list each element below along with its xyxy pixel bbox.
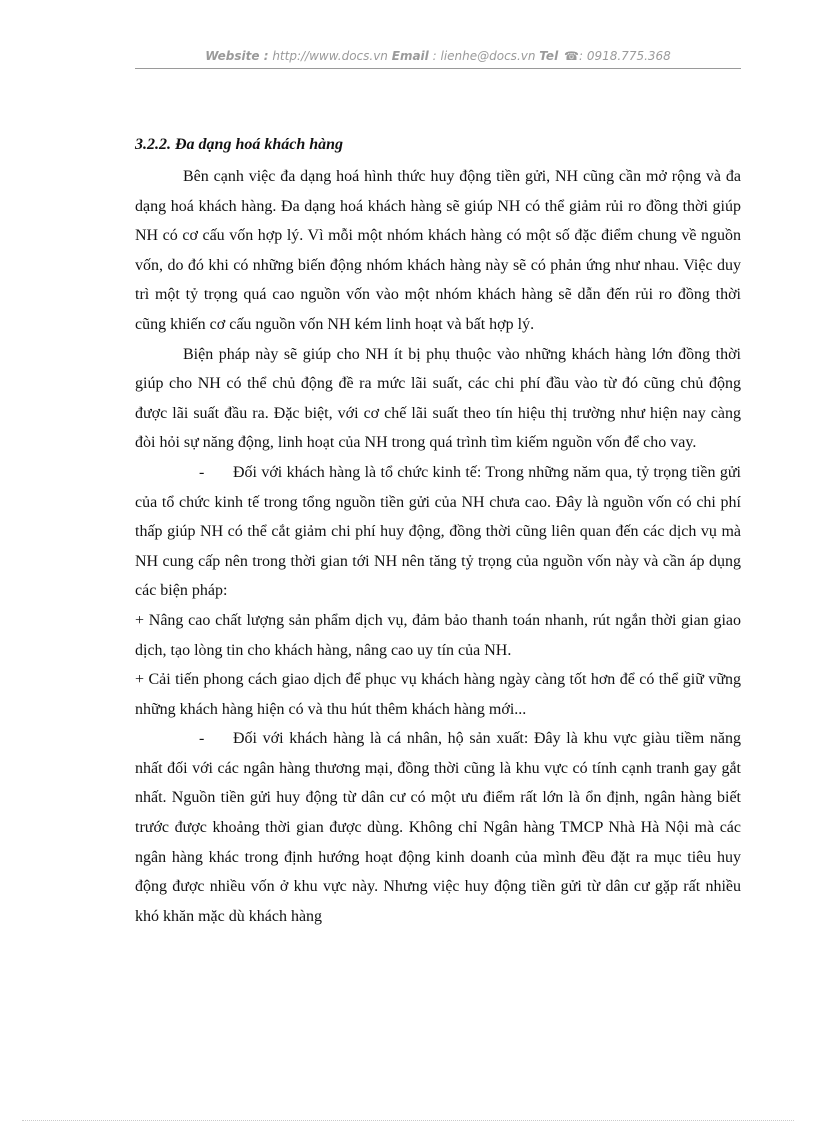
email-label: Email — [391, 49, 429, 63]
document-body — [135, 134, 741, 931]
section-title: 3.2.2. Đa dạng hoá khách hàng — [135, 136, 344, 153]
bullet-service-quality: + Nâng cao chất lượng sản phẩm dịch vụ, đảm bảo thanh toán nhanh, rút ngắn thời gian giao dịch, tạo lòng tin cho khách hàng, nâng cao uy tín của NH. — [135, 611, 741, 659]
list-dash: - — [199, 730, 205, 748]
paragraph-economic-organizations-text: Đối với khách hàng là tổ chức kinh tế: Trong những năm qua, tỷ trọng tiền gửi của tổ chức kinh tế trong tổng nguồn tiền gửi của NH chưa cao. Đây là nguồn vốn có chi phí thấp giúp NH có thể cắt giảm chi phí huy động, đồng thời cũng liên quan đến các dịch vụ mà NH cung cấp nên trong thời gian tới NH nên tăng tỷ trọng của nguồn vốn này và cần áp dụng các biện pháp: — [135, 463, 741, 600]
phone-icon: ☎ — [564, 49, 579, 63]
email-value: lienhe@docs.vn — [440, 49, 536, 63]
website-label: Website : — [205, 49, 269, 63]
page-footer-line — [22, 1120, 794, 1121]
paragraph-economic-organizations — [135, 458, 741, 606]
list-dash: - — [199, 463, 205, 481]
bullet-service-style: + Cải tiến phong cách giao dịch để phục vụ khách hàng ngày càng tốt hơn để có thể giữ vững những khách hàng hiện có và thu hút thêm khách hàng mới... — [135, 671, 741, 718]
paragraph-diversification-intro: Bên cạnh việc đa dạng hoá hình thức huy động tiền gửi, NH cũng cần mở rộng và đa dạng hoá khách hàng. Đa dạng hoá khách hàng sẽ giúp NH có thể giảm rủi ro đồng thời giúp NH có cơ cấu vốn hợp lý. Vì mỗi một nhóm khách hàng có một số đặc điểm chung về nguồn vốn, do đó khi có những biến động nhóm khách hàng này sẽ có phản ứng như nhau. Việc duy trì một tỷ trọng quá cao nguồn vốn vào một nhóm khách hàng sẽ dẫn đến rủi ro đồng thời cũng khiến cơ cấu nguồn vốn NH kém linh hoạt và bất hợp lý. — [135, 168, 741, 333]
phone-value: : 0918.775.368 — [578, 49, 671, 63]
page-header — [135, 48, 741, 69]
website-url: http://www.docs.vn — [272, 49, 388, 63]
paragraph-benefits: Biện pháp này sẽ giúp cho NH ít bị phụ thuộc vào những khách hàng lớn đồng thời giúp cho NH có thể chủ động đề ra mức lãi suất, các chi phí đầu vào từ đó cũng chủ động được lãi suất đầu ra. Đặc biệt, với cơ chế lãi suất theo tín hiệu thị trường như hiện nay càng đòi hỏi sự năng động, linh hoạt của NH trong quá trình tìm kiếm nguồn vốn để cho vay. — [135, 345, 741, 452]
email-separator: : — [432, 49, 437, 63]
paragraph-individual-customers — [135, 724, 741, 931]
paragraph-individual-customers-text: Đối với khách hàng là cá nhân, hộ sản xuất: Đây là khu vực giàu tiềm năng nhất đối với các ngân hàng thương mại, đồng thời cũng là khu vực có tính cạnh tranh gay gắt nhất. Nguồn tiền gửi huy động từ dân cư có một ưu điểm rất lớn là ổn định, ngân hàng biết trước được khoảng thời gian được dùng. Không chỉ Ngân hàng TMCP Nhà Hà Nội mà các ngân hàng khác trong định hướng hoạt động kinh doanh của mình đều đặt ra mục tiêu huy động được nhiều vốn ở khu vực này. Nhưng việc huy động tiền gửi từ dân cư gặp rất nhiều khó khăn mặc dù khách hàng — [135, 730, 741, 925]
tel-label: Tel — [539, 49, 559, 63]
